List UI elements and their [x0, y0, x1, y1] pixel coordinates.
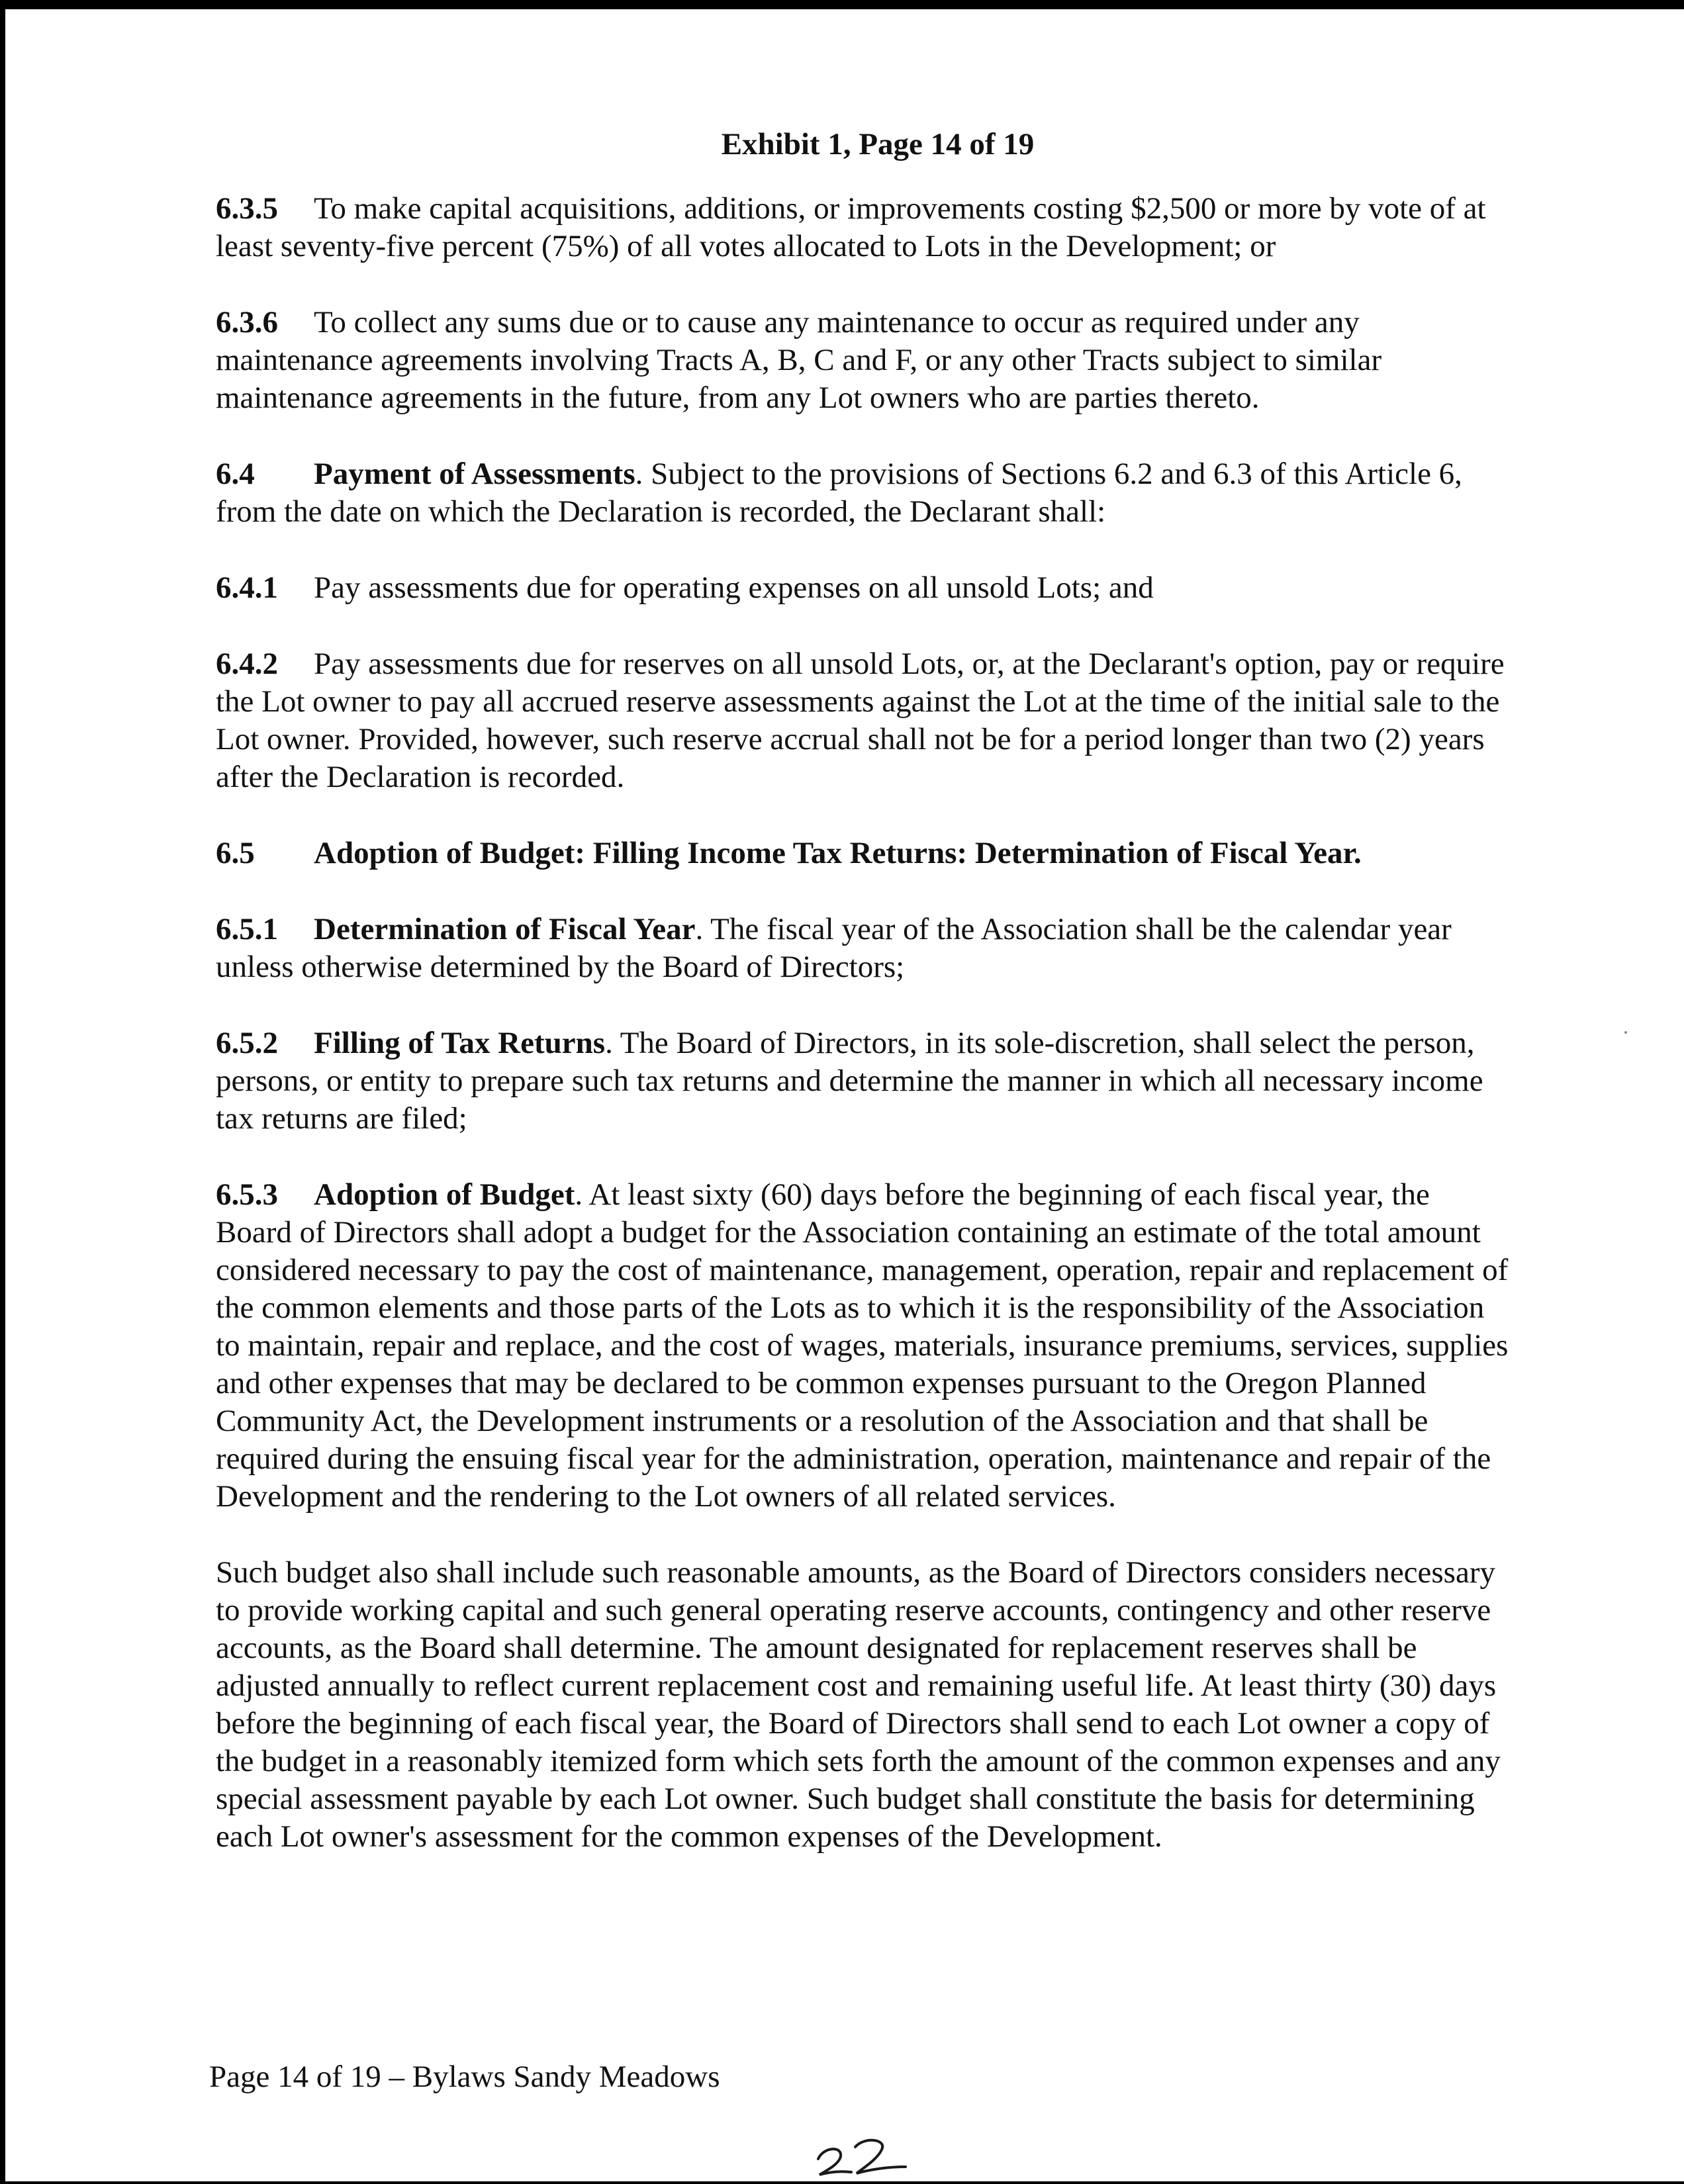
scan-speck	[1624, 1031, 1627, 1034]
section-number: 6.4	[216, 457, 255, 491]
section-text: To collect any sums due or to cause any maintenance to occur as required under any maintenance agreements involving Tracts A, B, C and F, or any other Tracts subject to similar maintenance agreements in the future, from any Lot owners who are parties thereto.	[216, 305, 1382, 415]
section-number: 6.5.2	[216, 1026, 278, 1060]
section-6-5-1	[216, 911, 1513, 986]
section-number: 6.3.5	[216, 191, 278, 226]
section-6-5-3	[216, 1176, 1513, 1516]
section-text: . Subject to the provisions of Sections 6.2 and 6.3 of this Article 6, from the date on which the Declaration is recorded, the Declarant shall:	[216, 457, 1462, 529]
section-6-5	[216, 835, 1513, 872]
section-6-3-5	[216, 190, 1513, 265]
scan-border-bottom	[0, 2181, 1684, 2184]
section-6-5-2	[216, 1024, 1513, 1138]
section-heading: Determination of Fiscal Year	[314, 912, 696, 946]
exhibit-header: Exhibit 1, Page 14 of 19	[721, 127, 1035, 161]
section-number: 6.5	[216, 836, 255, 870]
section-heading: Adoption of Budget: Filling Income Tax Returns: Determination of Fiscal Year.	[314, 836, 1362, 870]
section-heading: Filling of Tax Returns	[314, 1026, 606, 1060]
scan-border-left	[0, 0, 5, 2184]
scan-border-top	[0, 0, 1684, 9]
section-number: 6.3.6	[216, 305, 278, 340]
section-6-4-1	[216, 569, 1513, 607]
section-text: . The Board of Directors, in its sole-discretion, shall select the person, persons, or entity to prepare such tax returns and determine the manner in which all necessary income tax returns are filed;	[216, 1026, 1483, 1136]
document-page	[216, 126, 1513, 1894]
section-heading: Payment of Assessments	[314, 457, 635, 491]
section-text: Pay assessments due for operating expenses on all unsold Lots; and	[314, 570, 1154, 605]
section-number: 6.5.3	[216, 1177, 278, 1212]
section-6-3-6	[216, 304, 1513, 417]
section-text: Pay assessments due for reserves on all unsold Lots, or, at the Declarant's option, pay or require the Lot owner to pay all accrued reserve assessments against the Lot at the time of the initial sale to the Lot owner. Provided, however, such reserve accrual shall not be for a period longer than two (2) years after the Declaration is recorded.	[216, 647, 1505, 794]
section-text: Such budget also shall include such reasonable amounts, as the Board of Directors considers necessary to provide working capital and such general operating reserve accounts, contingency and other reserve accounts, as the Board shall determine. The amount designated for replacement reserves shall be adjusted annually to reflect current replacement cost and remaining useful life. At least thirty (30) days before the beginning of each fiscal year, the Board of Directors shall send to each Lot owner a copy of the budget in a reasonably itemized form which sets forth the amount of the common expenses and any special assessment payable by each Lot owner. Such budget shall constitute the basis for determining each Lot owner's assessment for the common expenses of the Development.	[216, 1555, 1501, 1854]
section-6-4-2	[216, 645, 1513, 796]
section-number: 6.5.1	[216, 912, 278, 946]
handwritten-page-number	[814, 2132, 920, 2179]
section-heading: Adoption of Budget	[314, 1177, 575, 1212]
page-footer: Page 14 of 19 – Bylaws Sandy Meadows	[209, 2060, 720, 2094]
section-text: . At least sixty (60) days before the beginning of each fiscal year, the Board of Directors shall adopt a budget for the Association containing an estimate of the total amount considered necessary to pay the cost of maintenance, management, operation, repair and replacement of the common elements and those parts of the Lots as to which it is the responsibility of the Association to maintain, repair and replace, and the cost of wages, materials, insurance premiums, services, supplies and other expenses that may be declared to be common expenses pursuant to the Oregon Planned Community Act, the Development instruments or a resolution of the Association and that shall be required during the ensuing fiscal year for the administration, operation, maintenance and repair of the Development and the rendering to the Lot owners of all related services.	[216, 1177, 1509, 1514]
section-number: 6.4.2	[216, 647, 278, 681]
section-number: 6.4.1	[216, 570, 278, 605]
section-text: To make capital acquisitions, additions, or improvements costing $2,500 or more by vote of at least seventy-five percent (75%) of all votes allocated to Lots in the Development; or	[216, 191, 1486, 263]
budget-paragraph	[216, 1554, 1513, 1856]
section-6-4	[216, 455, 1513, 531]
section-text: . The fiscal year of the Association shall be the calendar year unless otherwise determined by the Board of Directors;	[216, 912, 1452, 984]
